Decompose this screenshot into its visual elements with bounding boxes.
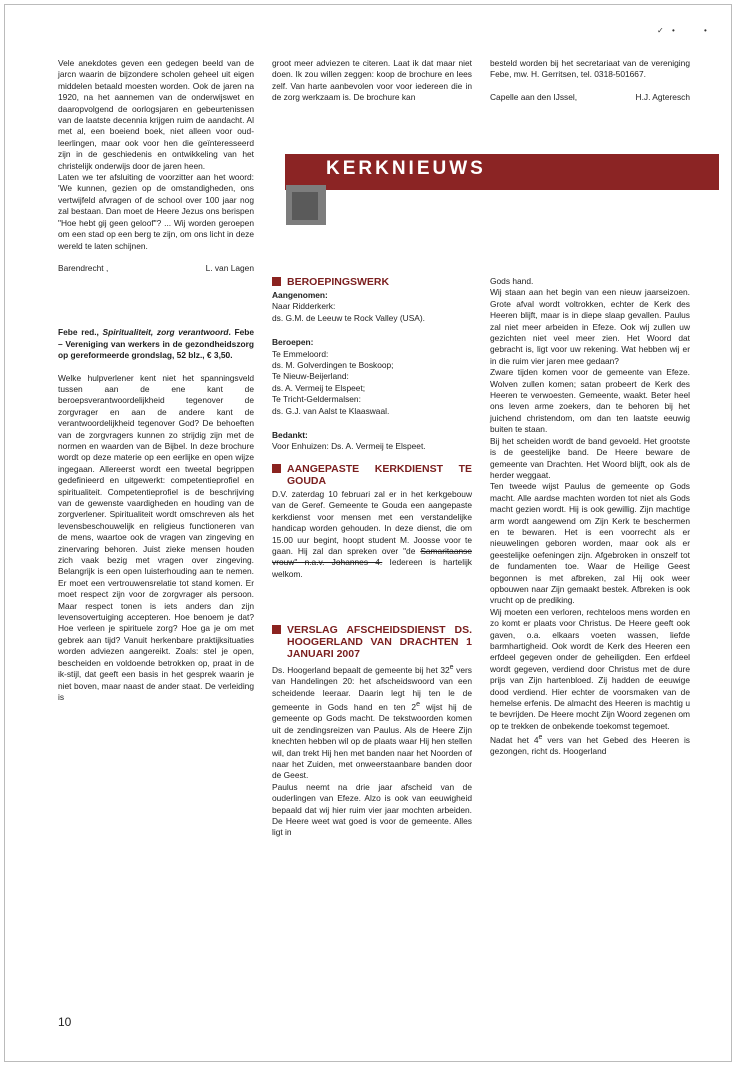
dienst-text: D.V. zaterdag 10 februari zal er in het kerkgebouw van de Geref. Gemeente te Gouda een aangepaste kerkdienst voor mensen met een verstandelijke handicap worden gehouden. In deze dienst, die om 15.00 uur begint, hoopt student M. Joosse voor te gaan. Hij zal dan spreken over "de Samaritaanse vrouw" n.a.v. Johannes 4. Iedereen is hartelijk welkom. [272,488,472,579]
column-middle [272,276,472,839]
text-line: ds. A. Vermeij te Elspeet; [272,382,366,393]
closing-paragraph: Laten we ter afsluiting de voorzitter aan het woord: 'We kunnen, gezien op de omstandigheden, ons vertwijfeld afvragen of de school over 100 jaar nog zal bestaan. Dan moet de Heere Jezus ons berispen "Hoe hebt gij geen geloof"? ... Wij worden geroepen om een stad op een berg te zijn, om ons licht in deze wereld te laten schijnen. [58,172,254,251]
text-line: Voor Enhuizen: Ds. A. Vermeij te Elspeet. [272,441,426,452]
text-line: Naar Ridderkerk: [272,301,336,312]
sermon-text: Bij het scheiden wordt de band gevoeld. Het grootste is de geestelijke band. De Heere beware de gemeente van Drachten. Het Woord blijft, ook als de herder weggaat. [490,435,690,480]
subheading-beroepen: Beroepen: [272,337,314,348]
subheading-aangenomen: Aangenomen: [272,290,328,300]
page-number: 10 [58,1015,72,1029]
sermon-text: Wij staan aan het begin van een nieuw jaarseizoen. Grote afval wordt voltrokken, echter de Kerk des Heeren blijft, maar is in diepe slaap gevallen. Paulus zal niet meer arbeiden in Efeze. Ook wij zullen uw gezichten niet veel meer zien. Het Woord dat gebracht is, ligt voor uw rekening. Wat hebben wij er in die ruim vier jaren mee gedaan? [490,287,690,366]
section-square-icon [272,277,281,286]
text-line: Te Nieuw-Beijerland: [272,371,349,382]
signature-line-1 [58,263,254,274]
corner-mark-1: ✓ [657,26,664,35]
column-middle-top [272,58,472,115]
sermon-text: Nadat het 4e vers van het Gebed des Heeren is gezongen, richt ds. Hoogerland [490,734,690,757]
intro-paragraph: Vele anekdotes geven een gedegen beeld van de jarcn waarin de bijzondere scholen geheel uit eigen middelen betaald moesten worden. Ook de jaren na 1920, na het aannemen van de onderwijswet en daaropvolgend de oorlogsjaren en gebeurtenissen van de laatste decennia krijgen ruim de aandacht. Al met al, een boeiend boek, niet alleen voor oud-leerlingen, maar ook voor hen die geïnteresseerd zijn in de geschiedenis en ontwikkeling van het christelijk onderwijs door de jaren heen. [58,58,254,171]
order-info: besteld worden bij het secretariaat van de vereniging Febe, mw. H. Gerritsen, tel. 0318-501667. [490,58,690,80]
text-line: ds. M. Golverdingen te Boskoop; [272,360,394,371]
signature-name: H.J. Agteresch [635,91,690,102]
banner-block-inner [292,192,318,220]
verslag-text-2: Paulus neemt na drie jaar afscheid van de ouderlingen van Efeze. Alzo is ook van eeuwigheid bepaald dat wij hier ruim vier jaar mochten arbeiden. De Heere weet wat goed is voor de gemeente. Alles ligt in [272,781,472,838]
review-continuation: groot meer adviezen te citeren. Laat ik dat maar niet doen. Ik zou willen zeggen: koop de brochure en lees zelf. Van harte aanbevolen voor voor iedereen die in de zorg werkzaam is. De brochure kan [272,58,472,103]
signature-place: Barendrecht , [58,262,109,273]
sermon-text: Wij moeten een verloren, rechteloos mens worden en zo komt er plaats voor Christus. De Heere geeft ook gaven, o.a. elkaars voeten wassen, liefde barmhartigheid. Ook wordt de Kerk des Heeren een erfdeel gegeven onder de geheiligden. Een erfdeel wordt gegeven, verdiend door Christus met de dure prijs van Zijn hartenbloed. Zij hadden de eeuwige dood verdiend. Hier echter de voorsmaken van de hemelse erfenis. De almacht des Heeren is machtig u te bevrijden. De Heere mocht Zijn Woord zegenen om op te trekken de onbekende toekomst tegemoet. [490,606,691,731]
section-square-icon [272,625,281,634]
text-line: ds. G.J. van Aalst te Klaaswaal. [272,405,390,416]
book-review-heading: Febe red., Spiritualiteit, zorg verantwoord. Febe – Vereniging van werkers in de gezondheidszorg op gereformeerde grondslag, 52 blz., € 3,50. [58,327,255,361]
signature-name: L. van Lagen [205,262,254,273]
text-line: ds. G.M. de Leeuw te Rock Valley (USA). [272,312,425,323]
section-verslag: VERSLAG AFSCHEIDSDIENST DS. HOOGERLAND VAN DRACHTEN 1 JANUARI 2007 [272,624,472,660]
sermon-text: Ten tweede wijst Paulus de gemeente op Gods macht. Alle aardse machten worden tot niet als Gods macht gezien wordt. Hij is ook gewillig. Zijn machtige arm wordt aangewend om Zijn Kerk te beschermen en te bewaren. Het is een voorrecht als er nieuwelingen geboren worden, maar ook als er geestelijke oefeningen zijn. Afgebroken in onszelf tot de fundamenten toe. Waar de Heilige Geest begonnen is met afbreken, zal Hij ook weer opbouwen naar Zijn gemaakt bestek. Afbreken is ook vrucht op de prediking. [490,481,690,606]
signature-place: Capelle aan den IJssel, [490,91,578,102]
banner-title: KERKNIEUWS [326,158,486,179]
section-aangepaste-kerkdienst: AANGEPASTE KERKDIENST TE GOUDA [272,463,472,487]
sermon-text: Zware tijden komen voor de gemeente van Efeze. Wolven zullen komen; satan probeert de Kerk des Heeren te verwoesten. Gemeente, waakt. Beter heel ons leven arme zoekers, dan te behoren bij het juichend christendom, om dan ten laatste eeuwig buiten te staan. [490,367,690,435]
corner-mark-3: • [704,26,707,35]
corner-mark-2: • [672,26,675,35]
column-right-top [490,58,690,114]
sermon-text: Gods hand. [490,276,534,286]
section-beroepingswerk: BEROEPINGSWERK [272,276,472,288]
text-line: Te Tricht-Geldermalsen: [272,394,361,405]
column-right [490,276,690,758]
signature-line-2 [490,92,690,103]
column-left [58,58,254,714]
subheading-bedankt: Bedankt: [272,430,308,441]
text-line: Te Emmeloord: [272,348,329,359]
verslag-text: Ds. Hoogerland bepaalt de gemeente bij het 32e vers van Handelingen 20: het afscheidswoord van een scheidende leeraar. Daarin legt hij ten le de gemeente in Gods hand en ten 2e wijst hij de gemeente op Gods macht. De tekstwoorden komen uit de zendingsreizen van Paulus. Als de Heere Zijn knechten hebben wil op de plaats waar Hij hen stellen wil, dan trekt Hij hen met banden naar het Noorden of naar het Zuiden, met onweerstaanbare banden door de Geest. [272,664,472,781]
section-square-icon [272,464,281,473]
book-review-text: Welke hulpverlener kent niet het spanningsveld tussen aan de ene kant de beroepsverantwoordelijkheid tegenover de zorgvrager en aan de andere kant de verantwoordelijkheid tegenover God? De behoeften van de zorgvragers kunnen zo strijdig zijn met de normen en waarden van de Bijbel. In deze brochure wordt op deze materie op een eerlijke en open wijze ingegaan. Allereerst wordt een tweetal begrippen gedefinieerd en uitgewerkt: competentieprofiel en spiritualiteit. Competentieprofiel is de beschrijving van de gewenste vaardigheden en houding van de zorgverlener. Spiritualiteit wordt omschreven als het levensbeschouwelijk en religieus functioneren van de mens, waartoe ook de vragen van zingeving en zinervaring behoren. Juist zieke mensen houden zich vaak bezig met vragen over zingeving. Belangrijk is een open luisterhouding aan te nemen. Er moet een vertrouwensrelatie tot stand komen. Er moet respect zijn voor de zorgvrager als persoon. Maar respect tonen is iets anders dan zijn levensovertuiging accepteren. Hoe benoem je dat? Hoe verleen je spirituele zorg? Hoe ga je om met gebrek aan tijd? Vanuit herkenbare praktijksituaties worden adviezen aangereikt. Zoals: stel je open, bescheiden en voldoende betrokken op, praat in de ik-stijl, dat geeft een basis in het gesprek waarin je niet boven, maar naast de ander staat. De verleiding is [58,372,254,702]
